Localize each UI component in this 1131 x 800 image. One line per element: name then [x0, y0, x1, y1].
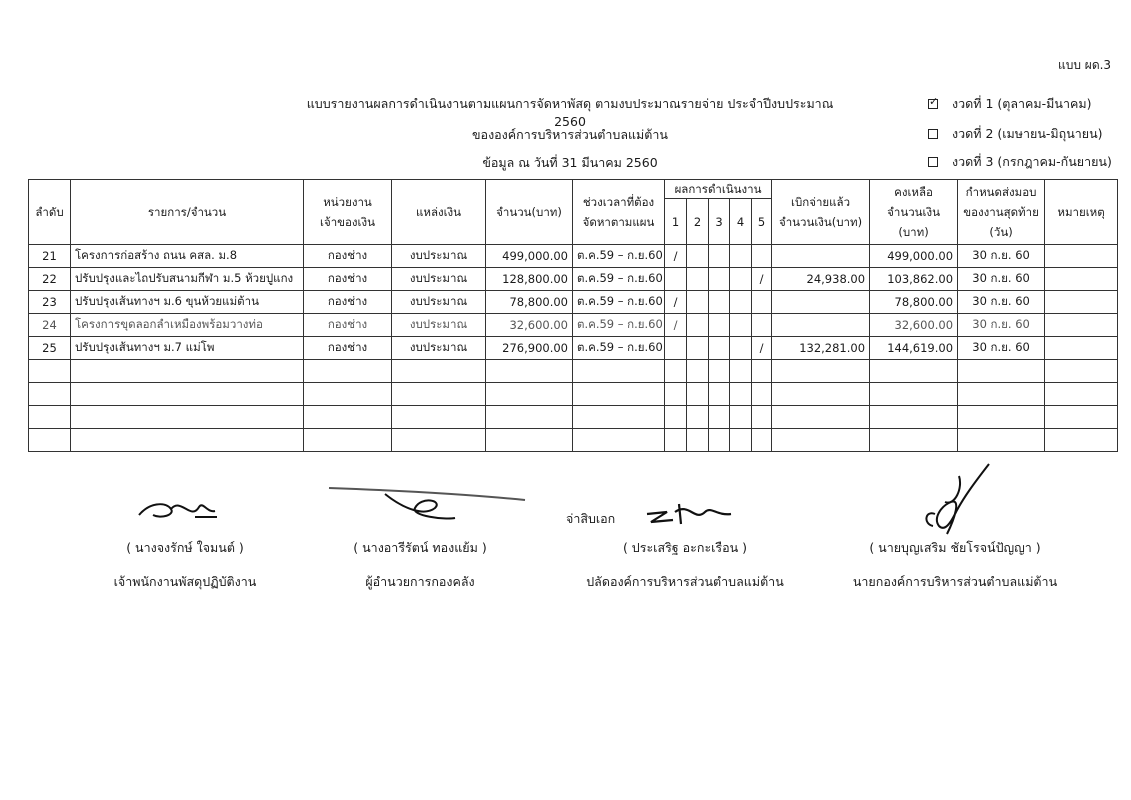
header-progress: ผลการดำเนินงาน [665, 180, 772, 199]
row-owner: กองช่าง [304, 245, 392, 268]
period-1-label: งวดที่ 1 (ตุลาคม-มีนาคม) [952, 96, 1092, 111]
row-timeframe: ต.ค.59 – ก.ย.60 [573, 337, 665, 360]
table-row [29, 245, 1118, 268]
header-remark: หมายเหตุ [1045, 180, 1118, 245]
row-disbursed [772, 291, 870, 314]
row-remark [1045, 291, 1118, 314]
row-remark [1045, 268, 1118, 291]
row-step-3 [709, 268, 730, 291]
header-remaining: คงเหลือ จำนวนเงิน (บาท) [870, 180, 958, 245]
report-date: ข้อมูล ณ วันที่ 31 มีนาคม 2560 [482, 155, 658, 170]
header-owner: หน่วยงาน เจ้าของเงิน [304, 180, 392, 245]
row-step-4 [730, 337, 752, 360]
signature-3-scribble [645, 498, 735, 528]
header-amount: จำนวน(บาท) [486, 180, 573, 245]
signatory-name: ( นางจงรักษ์ ใจมนต์ ) [126, 540, 244, 555]
row-step-2 [687, 337, 709, 360]
signature-1-scribble [135, 495, 225, 525]
row-step-5: / [752, 337, 772, 360]
row-timeframe: ต.ค.59 – ก.ย.60 [573, 245, 665, 268]
table-row [29, 291, 1118, 314]
signature-block-4 [830, 538, 1080, 592]
row-owner: กองช่าง [304, 291, 392, 314]
row-item: ปรับปรุงเส้นทางฯ ม.7 แม่โพ [71, 337, 304, 360]
row-item: โครงการขุดลอกลำเหมืองพร้อมวางท่อ [71, 314, 304, 337]
table-row [29, 268, 1118, 291]
signatory-name: ( นายบุญเสริม ชัยโรจน์ปัญญา ) [869, 540, 1041, 555]
row-source: งบประมาณ [392, 268, 486, 291]
signature-block-2 [300, 538, 540, 592]
row-step-1 [665, 268, 687, 291]
row-no: 22 [29, 268, 71, 291]
form-code: แบบ ผด.3 [1058, 58, 1112, 72]
signatory-position: ผู้อำนวยการกองคลัง [365, 574, 475, 589]
row-owner: กองช่าง [304, 337, 392, 360]
header-source: แหล่งเงิน [392, 180, 486, 245]
row-deadline: 30 ก.ย. 60 [958, 291, 1045, 314]
row-amount: 32,600.00 [486, 314, 573, 337]
row-no: 25 [29, 337, 71, 360]
row-source: งบประมาณ [392, 245, 486, 268]
header-step-5: 5 [752, 199, 772, 245]
table-row [29, 314, 1118, 337]
signatory-position: นายกองค์การบริหารส่วนตำบลแม่ต้าน [852, 574, 1058, 589]
row-step-3 [709, 245, 730, 268]
row-no: 24 [29, 314, 71, 337]
header-no: ลำดับ [29, 180, 71, 245]
period-option-3[interactable] [928, 152, 1112, 172]
row-disbursed: 24,938.00 [772, 268, 870, 291]
row-step-1: / [665, 245, 687, 268]
row-timeframe: ต.ค.59 – ก.ย.60 [573, 268, 665, 291]
row-owner: กองช่าง [304, 268, 392, 291]
signature-block-3 [570, 538, 800, 592]
empty-row [29, 360, 1118, 383]
row-remaining: 499,000.00 [870, 245, 958, 268]
row-step-1: / [665, 291, 687, 314]
row-remaining: 103,862.00 [870, 268, 958, 291]
signature-4-scribble [915, 462, 1005, 537]
empty-row [29, 383, 1118, 406]
report-organization: ขององค์การบริหารส่วนตำบลแม่ต้าน [472, 127, 668, 142]
header-step-1: 1 [665, 199, 687, 245]
row-step-2 [687, 291, 709, 314]
row-step-3 [709, 314, 730, 337]
header-disbursed: เบิกจ่ายแล้ว จำนวนเงิน(บาท) [772, 180, 870, 245]
row-step-1 [665, 337, 687, 360]
row-remaining: 32,600.00 [870, 314, 958, 337]
row-timeframe: ต.ค.59 – ก.ย.60 [573, 314, 665, 337]
row-source: งบประมาณ [392, 314, 486, 337]
row-amount: 499,000.00 [486, 245, 573, 268]
row-step-3 [709, 337, 730, 360]
row-deadline: 30 ก.ย. 60 [958, 245, 1045, 268]
row-source: งบประมาณ [392, 337, 486, 360]
period-3-label: งวดที่ 3 (กรกฎาคม-กันยายน) [952, 154, 1112, 169]
row-step-4 [730, 245, 752, 268]
row-step-5: / [752, 268, 772, 291]
row-step-5 [752, 291, 772, 314]
report-title: แบบรายงานผลการดำเนินงานตามแผนการจัดหาพัสดุ ตามงบประมาณรายจ่าย ประจำปีงบประมาณ 2560 [306, 96, 834, 129]
period-option-1[interactable] [928, 94, 1091, 114]
period-3-checkbox[interactable] [928, 157, 938, 167]
signature-block-1 [70, 538, 300, 592]
row-remark [1045, 337, 1118, 360]
period-1-checkbox[interactable] [928, 99, 938, 109]
header-timeframe: ช่วงเวลาที่ต้อง จัดหาตามแผน [573, 180, 665, 245]
signatory-position: ปลัดองค์การบริหารส่วนตำบลแม่ต้าน [586, 574, 784, 589]
row-amount: 78,800.00 [486, 291, 573, 314]
empty-row [29, 429, 1118, 452]
row-disbursed [772, 245, 870, 268]
row-step-5 [752, 245, 772, 268]
row-disbursed: 132,281.00 [772, 337, 870, 360]
signature-3-rank: จ่าสิบเอก [566, 511, 616, 526]
signatory-name: ( นางอารีรัตน์ ทองแย้ม ) [353, 540, 487, 555]
row-step-3 [709, 291, 730, 314]
row-disbursed [772, 314, 870, 337]
period-2-checkbox[interactable] [928, 129, 938, 139]
row-deadline: 30 ก.ย. 60 [958, 337, 1045, 360]
header-item: รายการ/จำนวน [71, 180, 304, 245]
row-no: 23 [29, 291, 71, 314]
row-step-4 [730, 314, 752, 337]
row-owner: กองช่าง [304, 314, 392, 337]
row-step-4 [730, 268, 752, 291]
row-item: ปรับปรุงและไถปรับสนามกีฬา ม.5 ห้วยปูแกง [71, 268, 304, 291]
row-remark [1045, 245, 1118, 268]
signatory-position: เจ้าพนักงานพัสดุปฏิบัติงาน [113, 574, 257, 589]
table-row [29, 337, 1118, 360]
row-step-2 [687, 268, 709, 291]
row-step-2 [687, 245, 709, 268]
row-source: งบประมาณ [392, 291, 486, 314]
empty-row [29, 406, 1118, 429]
header-deadline: กำหนดส่งมอบ ของงานสุดท้าย (วัน) [958, 180, 1045, 245]
header-step-2: 2 [687, 199, 709, 245]
row-amount: 128,800.00 [486, 268, 573, 291]
row-amount: 276,900.00 [486, 337, 573, 360]
row-remaining: 78,800.00 [870, 291, 958, 314]
row-remark [1045, 314, 1118, 337]
signature-2-scribble [325, 480, 535, 525]
header-step-3: 3 [709, 199, 730, 245]
row-item: โครงการก่อสร้าง ถนน คสล. ม.8 [71, 245, 304, 268]
procurement-report-table [28, 179, 1118, 452]
row-deadline: 30 ก.ย. 60 [958, 314, 1045, 337]
period-option-2[interactable] [928, 124, 1103, 144]
row-deadline: 30 ก.ย. 60 [958, 268, 1045, 291]
row-no: 21 [29, 245, 71, 268]
row-timeframe: ต.ค.59 – ก.ย.60 [573, 291, 665, 314]
row-step-1: / [665, 314, 687, 337]
header-step-4: 4 [730, 199, 752, 245]
row-remaining: 144,619.00 [870, 337, 958, 360]
row-step-2 [687, 314, 709, 337]
row-step-5 [752, 314, 772, 337]
period-2-label: งวดที่ 2 (เมษายน-มิถุนายน) [952, 126, 1103, 141]
signatory-name: ( ประเสริฐ อะกะเรือน ) [622, 540, 748, 555]
row-step-4 [730, 291, 752, 314]
row-item: ปรับปรุงเส้นทางฯ ม.6 ขุนห้วยแม่ต้าน [71, 291, 304, 314]
